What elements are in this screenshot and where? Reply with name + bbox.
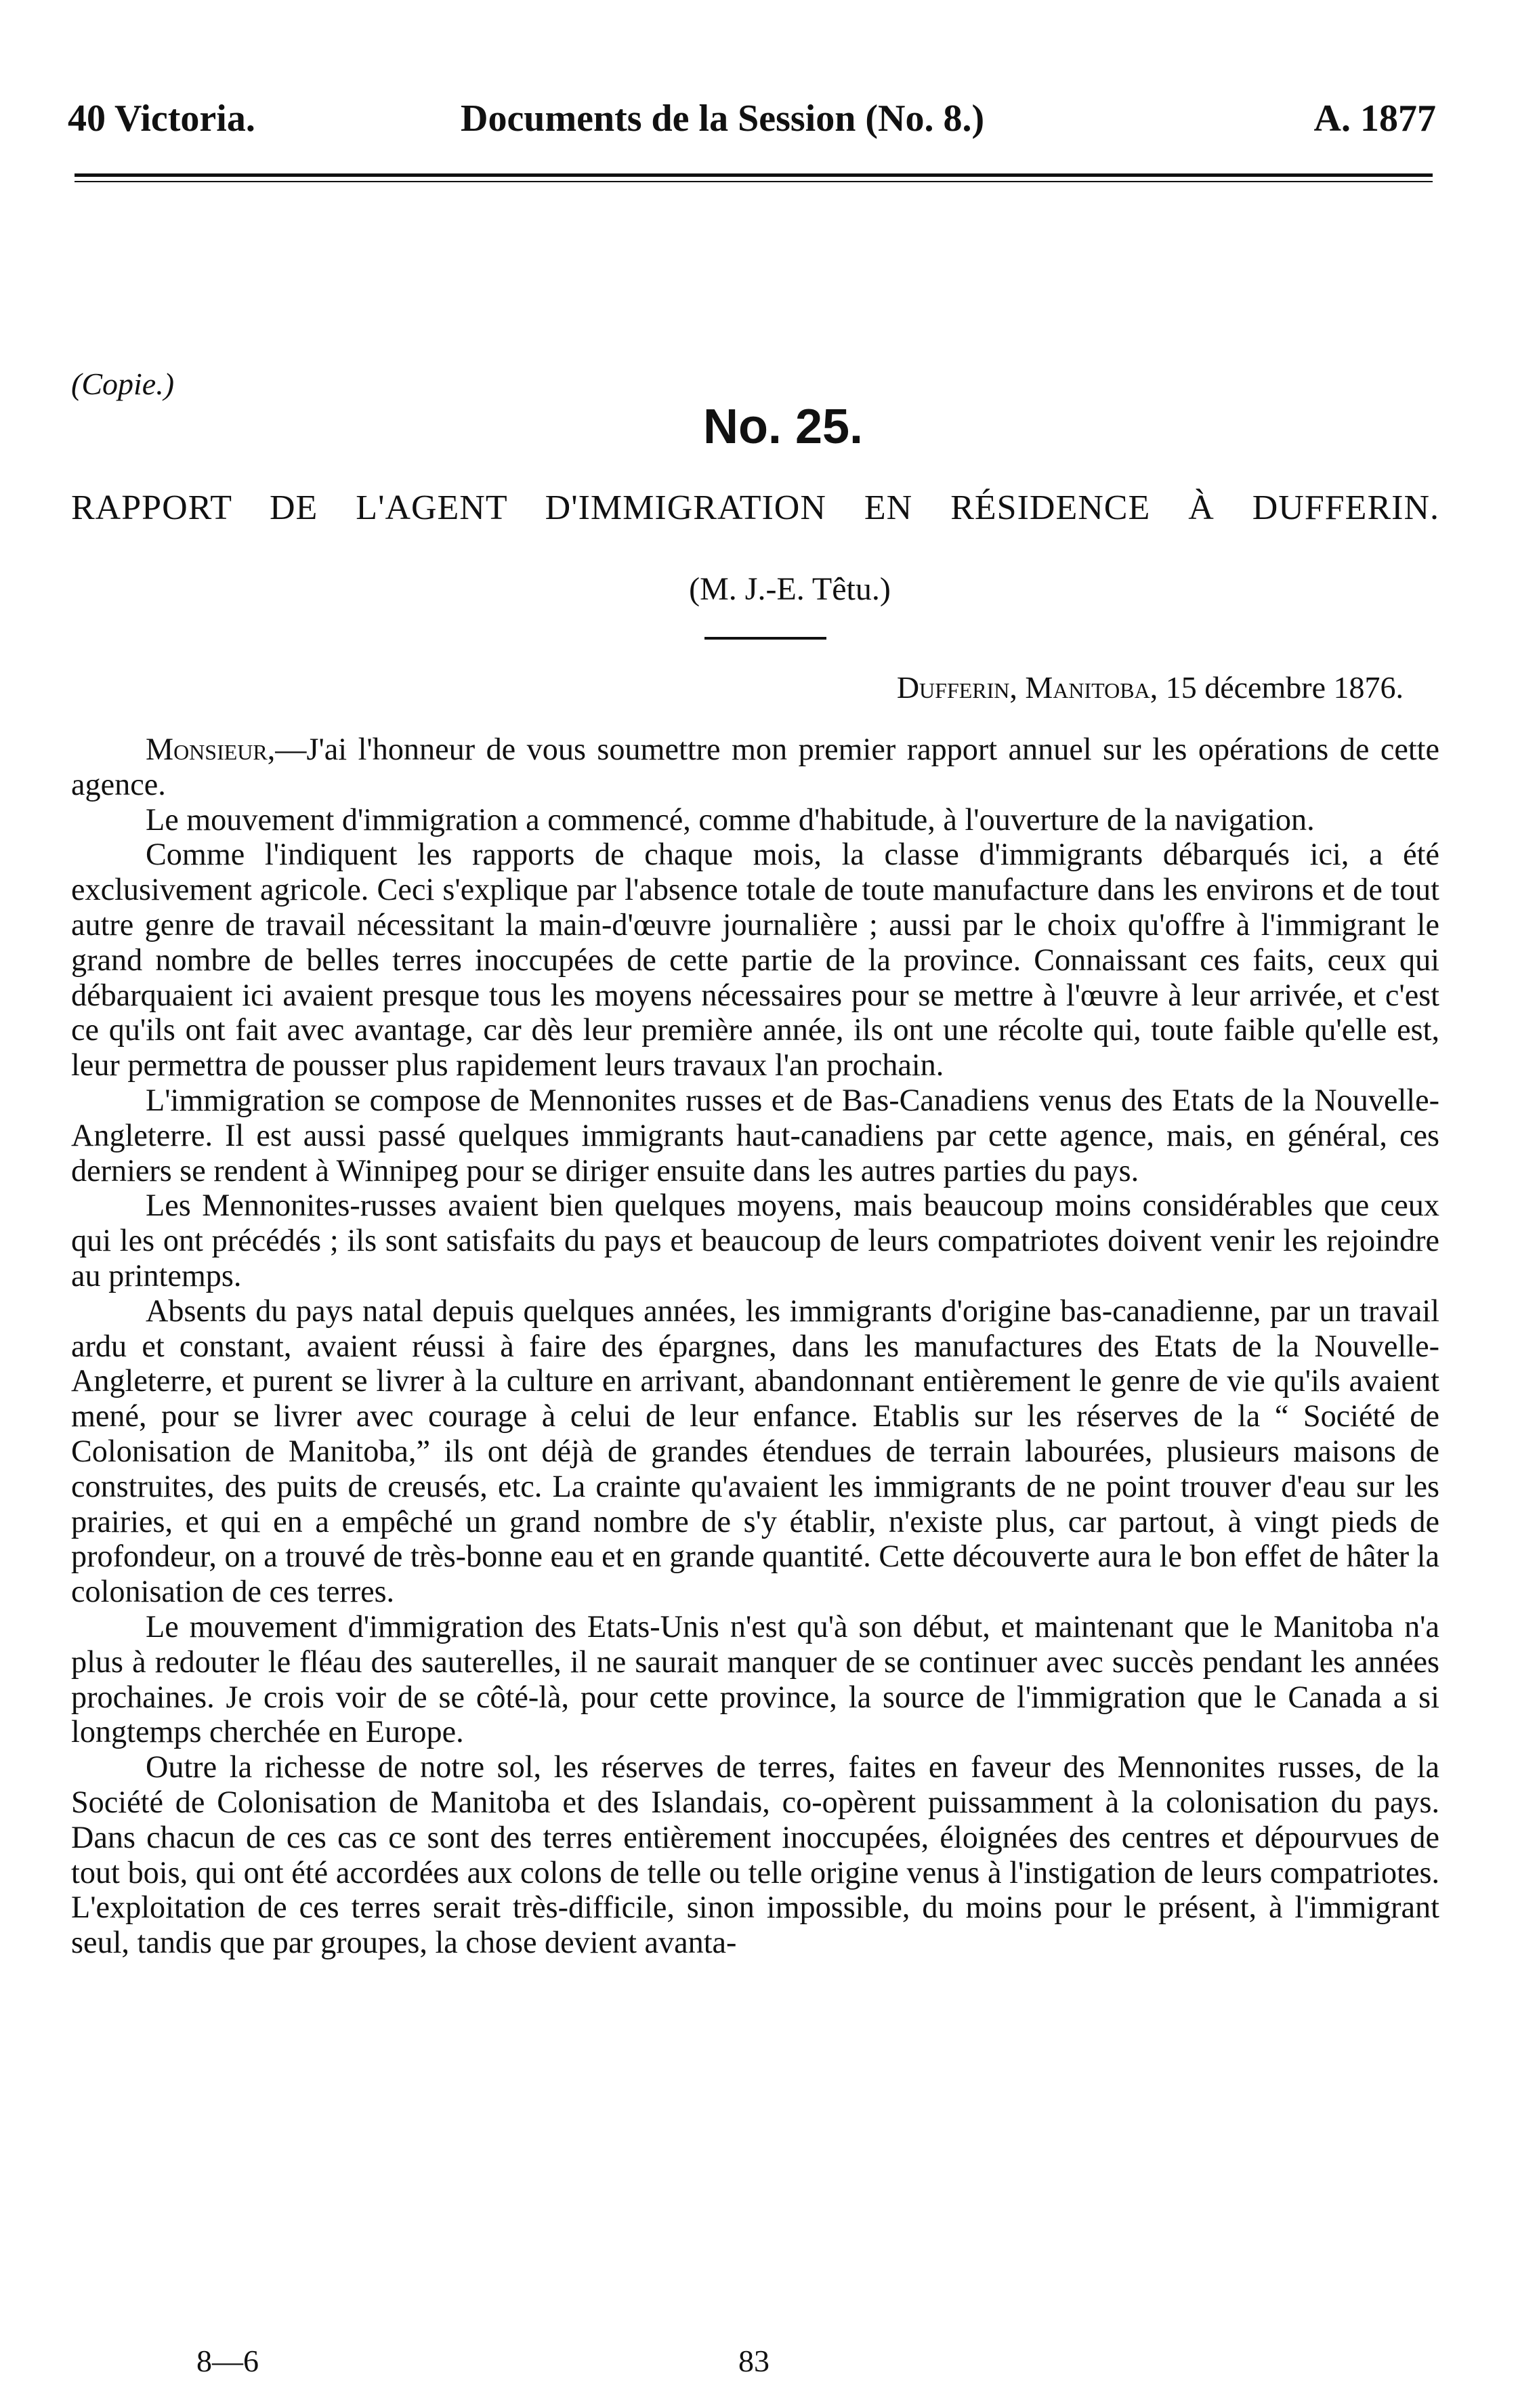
report-body — [71, 732, 1439, 1960]
salutation: Monsieur, — [146, 732, 276, 766]
page-number: 83 — [738, 2344, 770, 2378]
paragraph: Le mouvement d'immigration des Etats-Unis n'est qu'à son début, et maintenant que le Manitoba n'a plus à redouter le fléau des sauterelles, il ne saurait manquer de se continuer avec succès pendant les années prochaines. Je crois voir de se côté-là, pour cette province, la source de l'immigration que le Canada a si longtemps cherchée en Europe. — [71, 1608, 1439, 1749]
header-year: A. 1877 — [1313, 98, 1436, 140]
paragraph: Comme l'indiquent les rapports de chaque mois, la classe d'immigrants débarqués ici, a été exclusivement agricole. Ceci s'explique par l'absence totale de toute manufacture dans les environs et de tout autre genre de travail nécessitant la main-d'œuvre journalière ; aussi par le choix qu'offre à l'immigrant le grand nombre de belles terres inoccupées de cette partie de la province. Connaissant ces faits, ceux qui débarquaient ici avaient presque tous les moyens nécessaires pour se mettre à l'œuvre à leur arrivée, et c'est ce qu'ils ont fait avec avantage, car dès leur première année, ils ont une récolte qui, toute faible qu'elle est, leur permettra de pousser plus rapidement leurs travaux l'an prochain. — [71, 837, 1439, 1083]
paragraph: Les Mennonites-russes avaient bien quelques moyens, mais beaucoup moins considérables que ceux qui les ont précédés ; ils sont satisfaits du pays et beaucoup de leurs compatriotes doivent venir les rejoindre au printemps. — [71, 1188, 1439, 1293]
header-rule-thin — [75, 181, 1433, 182]
running-header — [68, 88, 1436, 149]
dateline — [897, 664, 1404, 711]
document-number: No. 25. — [702, 400, 864, 454]
paragraph-text: —J'ai l'honneur de vous soumettre mon premier rapport annuel sur les opérations de cette agence. — [71, 732, 1439, 802]
copie-label: (Copie.) — [71, 367, 175, 401]
page-footer — [0, 2338, 1539, 2385]
dateline-place: Dufferin, Manitoba, — [896, 670, 1158, 705]
author-line: (M. J.-E. Têtu.) — [689, 571, 891, 607]
paragraph: Le mouvement d'immigration a commencé, comme d'habitude, à l'ouverture de la navigation. — [146, 802, 1315, 837]
report-title: RAPPORT DE L'AGENT D'IMMIGRATION EN RÉSIDENCE À DUFFERIN. — [71, 489, 1439, 527]
header-regnal-year: 40 Victoria. — [68, 98, 255, 140]
header-session-documents: Documents de la Session (No. 8.) — [461, 98, 985, 140]
dateline-date: 15 décembre 1876. — [1165, 670, 1404, 705]
paragraph: Absents du pays natal depuis quelques années, les immigrants d'origine bas-canadienne, par un travail ardu et constant, avaient réussi à faire des épargnes, dans les manufactures des Etats de la Nouvelle-Angleterre, et purent se livrer à la culture en arrivant, abandonnant entièrement le genre de vie qu'ils avaient mené, pour se livrer avec courage à celui de leur enfance. Etablis sur les réserves de la “ Société de Colonisation de Manitoba,” ils ont déjà de grandes étendues de terrain labourées, plusieurs maisons de construites, des puits de creusés, etc. La crainte qu'avaient les immigrants de ne point trouver d'eau sur les prairies, et qui en a empêché un grand nombre de s'y établir, n'existe plus, car partout, à vingt pieds de profondeur, on a trouvé de très-bonne eau et en grande quantité. Cette découverte aura le bon effet de hâter la colonisation de ces terres. — [71, 1293, 1439, 1609]
title-separator-rule — [704, 637, 826, 640]
paragraph: L'immigration se compose de Mennonites russes et de Bas-Canadiens venus des Etats de la Nouvelle-Angleterre. Il est aussi passé quelques immigrants haut-canadiens par cette agence, mais, en général, ces derniers se rendent à Winnipeg pour se diriger ensuite dans les autres parties du pays. — [71, 1082, 1439, 1188]
paragraph — [71, 732, 1439, 802]
printer-signature: 8—6 — [196, 2344, 259, 2378]
header-rule-thick — [75, 173, 1433, 177]
paragraph: Outre la richesse de notre sol, les réserves de terres, faites en faveur des Mennonites russes, de la Société de Colonisation de Manitoba et des Islandais, co-opèrent puissamment à la colonisation du pays. Dans chacun de ces cas ce sont des terres entièrement inoccupées, éloignées des centres et dépourvues de tout bois, qui ont été accordées aux colons de telle ou telle origine venus à l'instigation de leurs compatriotes. L'exploitation de ces terres serait très-difficile, sinon impossible, du moins pour le présent, à l'immigrant seul, tandis que par groupes, la chose devient avanta- — [71, 1749, 1439, 1960]
